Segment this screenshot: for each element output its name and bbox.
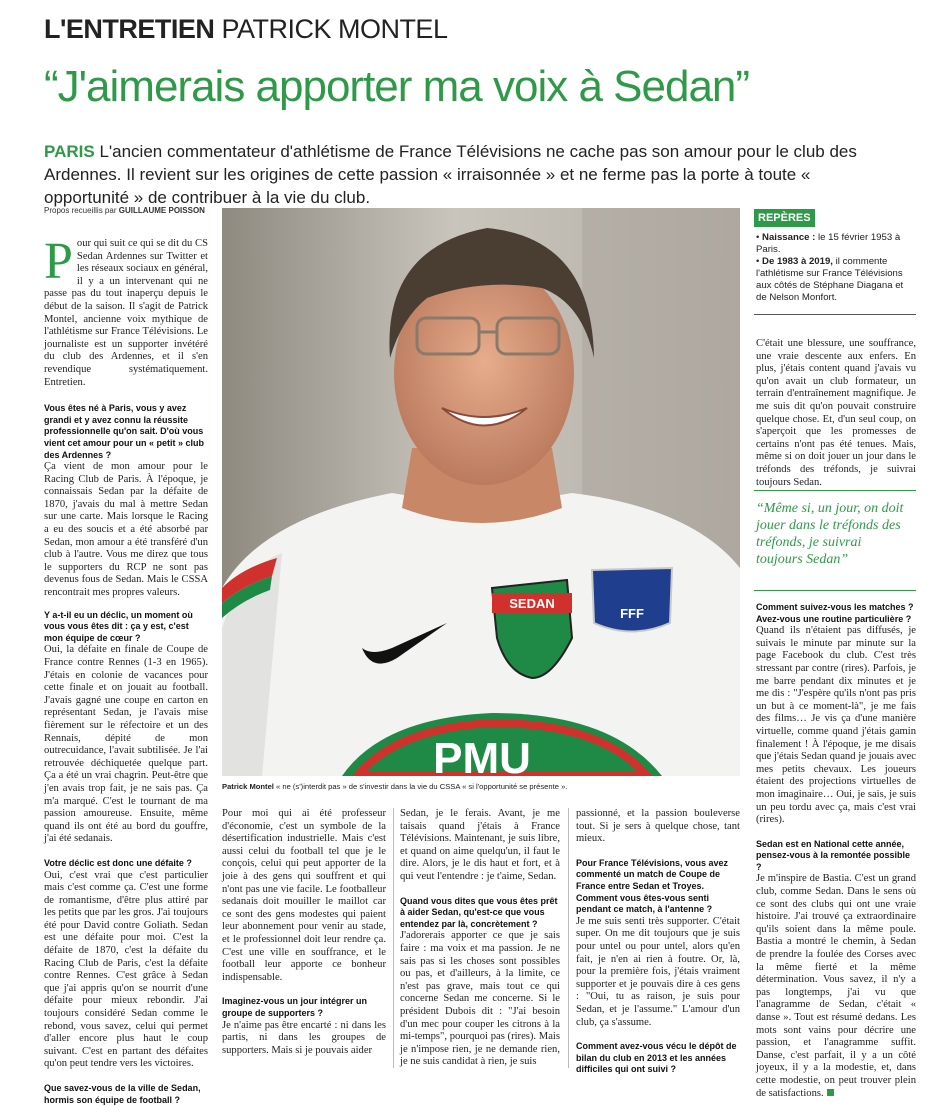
caption-text: « ne (s')interdit pas » de s'investir dans la vie du CSSA « si l'opportunité se présente ».: [273, 782, 568, 791]
question: Imaginez-vous un jour intégrer un groupe de supporters ?: [222, 996, 368, 1018]
column-divider: [393, 808, 394, 1068]
question: Quand vous dites que vous êtes prêt à aider Sedan, qu'est-ce que vous entendez par là, concrètement ?: [400, 895, 558, 929]
reperes-title: REPÈRES: [754, 209, 815, 227]
answer: Je n'aime pas être encarté : ni dans les partis, ni dans les groupes de supporters. Mais si je pouvais aider: [222, 1019, 386, 1056]
article-column-5-continued: [756, 602, 916, 1100]
answer: passionné, et la passion bouleverse tout. Si je sers à quelque chose, tant mieux.: [576, 808, 740, 845]
question: Votre déclic est donc une défaite ?: [44, 857, 192, 868]
answer: C'était une blessure, une souffrance, une vraie descente aux enfers. En plus, j'étais content quand j'avais vu qu'on avait un club formateur, un terrain d'entraînement magnifique. Je me suis dit qu'on pouvait construire quelque chose. Et, d'un seul coup, on s'aperçoit que les promesses de certains n'ont pas été tenues. Mais, même si on doit jouer un jour dans le tréfonds des tréfonds, je suivrai toujours Sedan.: [756, 338, 916, 488]
answer-text: Je m'inspire de Bastia. C'est un grand club, comme Sedan. Dans le sens où ce sont des clubs qui ont une vraie histoire. J'ai trouvé ça extraordinaire qu'ils soient dans la même poule. Bastia a montré le chemin, à Sedan de prendre la foulée des Corses avec la même fierté et la même détermination. Vous savez, il n'y a pas longtemps, j'ai vu que l'anagramme de Sedan, c'était « danse ». Tout est résumé dedans. Les mots sont vains pour décrire une passion, et l'anagramme suffit. Danse, c'est parfait, il y a un côté joyeux, il y a la modestie, et, dans cette modestie, on peut trouver plein de satisfactions.: [756, 873, 916, 1099]
portrait-photo: [222, 208, 740, 776]
byline: [44, 206, 205, 215]
byline-author: GUILLAUME POISSON: [118, 206, 205, 215]
question: Comment suivez-vous les matches ? Avez-vous une routine particulière ?: [756, 602, 914, 624]
pullquote-rule-bottom: [754, 590, 916, 591]
pullquote-rule-top: [754, 490, 916, 491]
answer: Pour moi qui ai été professeur d'économie, c'est un symbole de la désertification industrielle. Mais c'est aussi celui du football tel que je le conçois, celui qui peut apporter de la joie à des gens qui souffrent et qui n'ont pas une vie facile. Le footballeur sedanais doit mouiller le maillot car ce sont des gens modestes qui paient leur abonnement pour venir au stade, et le professionnel doit leur rendre ça. C'est une ville en souffrance, et le football leur apporte ce bonheur indispensable.: [222, 808, 386, 983]
reperes-item-label: Naissance :: [762, 232, 816, 243]
reperes-item-label: De 1983 à 2019,: [762, 256, 833, 267]
reperes-box: [756, 232, 912, 304]
reperes-item-text: le 15 février 1953 à Paris.: [756, 232, 901, 255]
article-column-2: [222, 808, 386, 1057]
intro-paragraph: our qui suit ce qui se dit du CS Sedan Ardennes sur Twitter et les réseaux sociaux en général, il y a un intervenant qui ne passe pas du tout inaperçu depuis le début de la saison. Il s'agit de Patrick Montel, ancienne voix mythique de l'athlétisme sur France Télévisions. Le journaliste est un supporter invétéré du club des Ardennes, et il s'en revendique systématiquement. Entretien.: [44, 238, 208, 388]
byline-prefix: Propos recueillis par: [44, 206, 117, 215]
answer: Je me suis senti très supporter. C'était super. On me dit toujours que je suis pour untel ou pour untel, alors qu'en fait, je n'en ai rien à foutre. Or, là, pour la première fois, j'étais vraiment supporter et je pouvais dire à ces gens : "Oui, tu as raison, je suis pour Sedan, et je l'assume." L'amour d'un club, ça s'assume.: [576, 915, 740, 1028]
article-column-5: [756, 338, 916, 489]
pull-quote: “Même si, un jour, on doit jouer dans le tréfonds des tréfonds, je suivrai toujours Sedan”: [756, 501, 904, 567]
answer: Ça vient de mon amour pour le Racing Club de Paris. À l'époque, je connaissais Sedan par la défaite de 1870, j'avais du mal à mettre Sedan sur une carte. Mais lorsque le Racing a eu des soucis et a été absorbé par Sedan, mon amour a été transféré d'un club à l'autre. Vous me direz que tous le supporters du RCP ne sont pas devenus fous de Sedan. Mais le CSSA rencontrait mes propres valeurs.: [44, 461, 208, 599]
jersey-sponsor-text: PMU: [433, 734, 531, 776]
question: Comment avez-vous vécu le dépôt de bilan du club en 2013 et les années difficiles qui ont suivi ?: [576, 1041, 737, 1075]
dropcap: P: [44, 233, 73, 290]
article-column-3: [400, 808, 560, 1069]
caption-name: Patrick Montel: [222, 782, 274, 791]
column-divider: [568, 808, 569, 1068]
article-column-4: [576, 808, 740, 1076]
answer: [756, 873, 916, 1100]
question: Que savez-vous de la ville de Sedan, hormis son équipe de football ?: [44, 1083, 201, 1105]
kicker-name: PATRICK MONTEL: [221, 14, 448, 44]
question: Vous êtes né à Paris, vous y avez grandi et y avez connu la réussite professionnelle qu'on sait. D'où vous vient cet amour pour un « petit » club des Ardennes ?: [44, 403, 205, 460]
photo-caption: [222, 782, 740, 791]
reperes-rule: [754, 314, 916, 315]
answer: J'adorerais apporter ce que je sais faire : ma voix et ma passion. Je ne sais pas si les choses sont possibles ou pas, et d'ailleurs, à la limite, ce n'est pas grave, mais tout ce qui concerne Sedan me concerne. Si le président Dubois dit : "J'ai besoin d'un mec pour couper les citrons à la mi-temps", pourquoi pas (rires). Mais je n'impose rien, je ne demande rien, je ne suis candidat à rien, je suis: [400, 930, 560, 1068]
question: Sedan est en National cette année, pensez-vous à la remontée possible ?: [756, 838, 911, 872]
reperes-item: • Naissance : le 15 février 1953 à Paris.: [756, 232, 901, 255]
chapo-place: PARIS: [44, 142, 95, 161]
answer: Quand ils n'étaient pas diffusés, je suivais le minute par minute sur la page Facebook du club. C'est très stressant par contre (rires). Parfois, je me barre pendant dix minutes et je me dis : "J'espère qu'ils n'ont pas pris un but à ce moment-là", je me fais des films… Je vis ça d'une manière virtuelle, comme quand j'étais gamin finalement ! À l'époque, je me disais que j'étais Sedan quand je jouais avec mes petits chevaux. Les joueurs étaient des projections virtuelles de mon imaginaire… Oui, je sais, je suis un peu tordu avec ça, mais c'est vrai (rires).: [756, 625, 916, 826]
question: Pour France Télévisions, vous avez commenté un match de Coupe de France entre Sedan et Troyes. Comment vous êtes-vous senti pendant ce match, à l'antenne ?: [576, 857, 729, 915]
answer: Sedan, je le ferais. Avant, je me taisais quand j'étais à France Télévisions. Maintenant, je suis libre, et quand on aime quelqu'un, il faut le dire. Alors, je le dis haut et fort, et à qui veut l'entendre : je t'aime, Sedan.: [400, 808, 560, 882]
reperes-item: • De 1983 à 2019, il commente l'athlétisme sur France Télévisions aux côtés de Stéphane Diagana et de Nelson Monfort.: [756, 256, 904, 303]
headline: “J'aimerais apporter ma voix à Sedan”: [44, 62, 750, 111]
kicker-label: L'ENTRETIEN: [44, 14, 215, 44]
section-kicker: [44, 14, 447, 45]
photo-illustration: [222, 208, 740, 776]
chapo: [44, 140, 896, 209]
reperes-item-text: il commente l'athlétisme sur France Télévisions aux côtés de Stéphane Diagana et de Nelson Monfort.: [756, 256, 904, 303]
chapo-text: L'ancien commentateur d'athlétisme de France Télévisions ne cache pas son amour pour le club des Ardennes. Il revient sur les origines de cette passion « irraisonnée » et ne ferme pas la porte à toute « opportunité » de contribuer à la vie du club.: [44, 142, 857, 207]
answer: Oui, la défaite en finale de Coupe de France contre Rennes (1-3 en 1965). J'étais en colonie de vacances pour cette finale et on jouait au football. J'avais gagné une coupe en carton en représentant Sedan, je l'avais mise fièrement sur le réfectoire et un des Rennais, dépité de mon outrecuidance, l'avait subtilisée. Je l'ai retrouvée déchiquetée quelque part. Ça a été un vrai chagrin. Peut-être que j'en avais trop fait, je ne sais pas. Ça m'a marqué. C'est le tournant de ma passion amoureuse. Ensuite, même quand ils ont été au bord du gouffre, j'ai été sedanais.: [44, 644, 208, 845]
end-mark-icon: [827, 1089, 834, 1096]
fff-badge-text: FFF: [620, 606, 644, 621]
question: Y a-t-il eu un déclic, un moment où vous vous êtes dit : ça y est, c'est mon équipe de cœur ?: [44, 609, 193, 643]
badge-text: SEDAN: [509, 596, 555, 611]
article-column-1: [44, 233, 208, 1106]
answer: Oui, c'est vrai que c'est particulier mais c'est comme ça. C'est une forme de romantisme, d'être plus attiré par les petits que par les gros. J'ai toujours été pour David contre Goliath. Sedan est une défaite pour moi. C'est la défaite de 1870, c'est la défaite du Racing Club de Paris, c'est la défaite contre Rennes. C'est grâce à Sedan que j'ai appris qu'on se nourrit d'une défaite pour mieux rebondir. J'ai toujours considéré Sedan comme le rebond, vous savez, celui qui permet d'aller encore plus haut le coup suivant. C'est en partant des défaites qu'on peut tendre vers les victoires.: [44, 869, 208, 1070]
